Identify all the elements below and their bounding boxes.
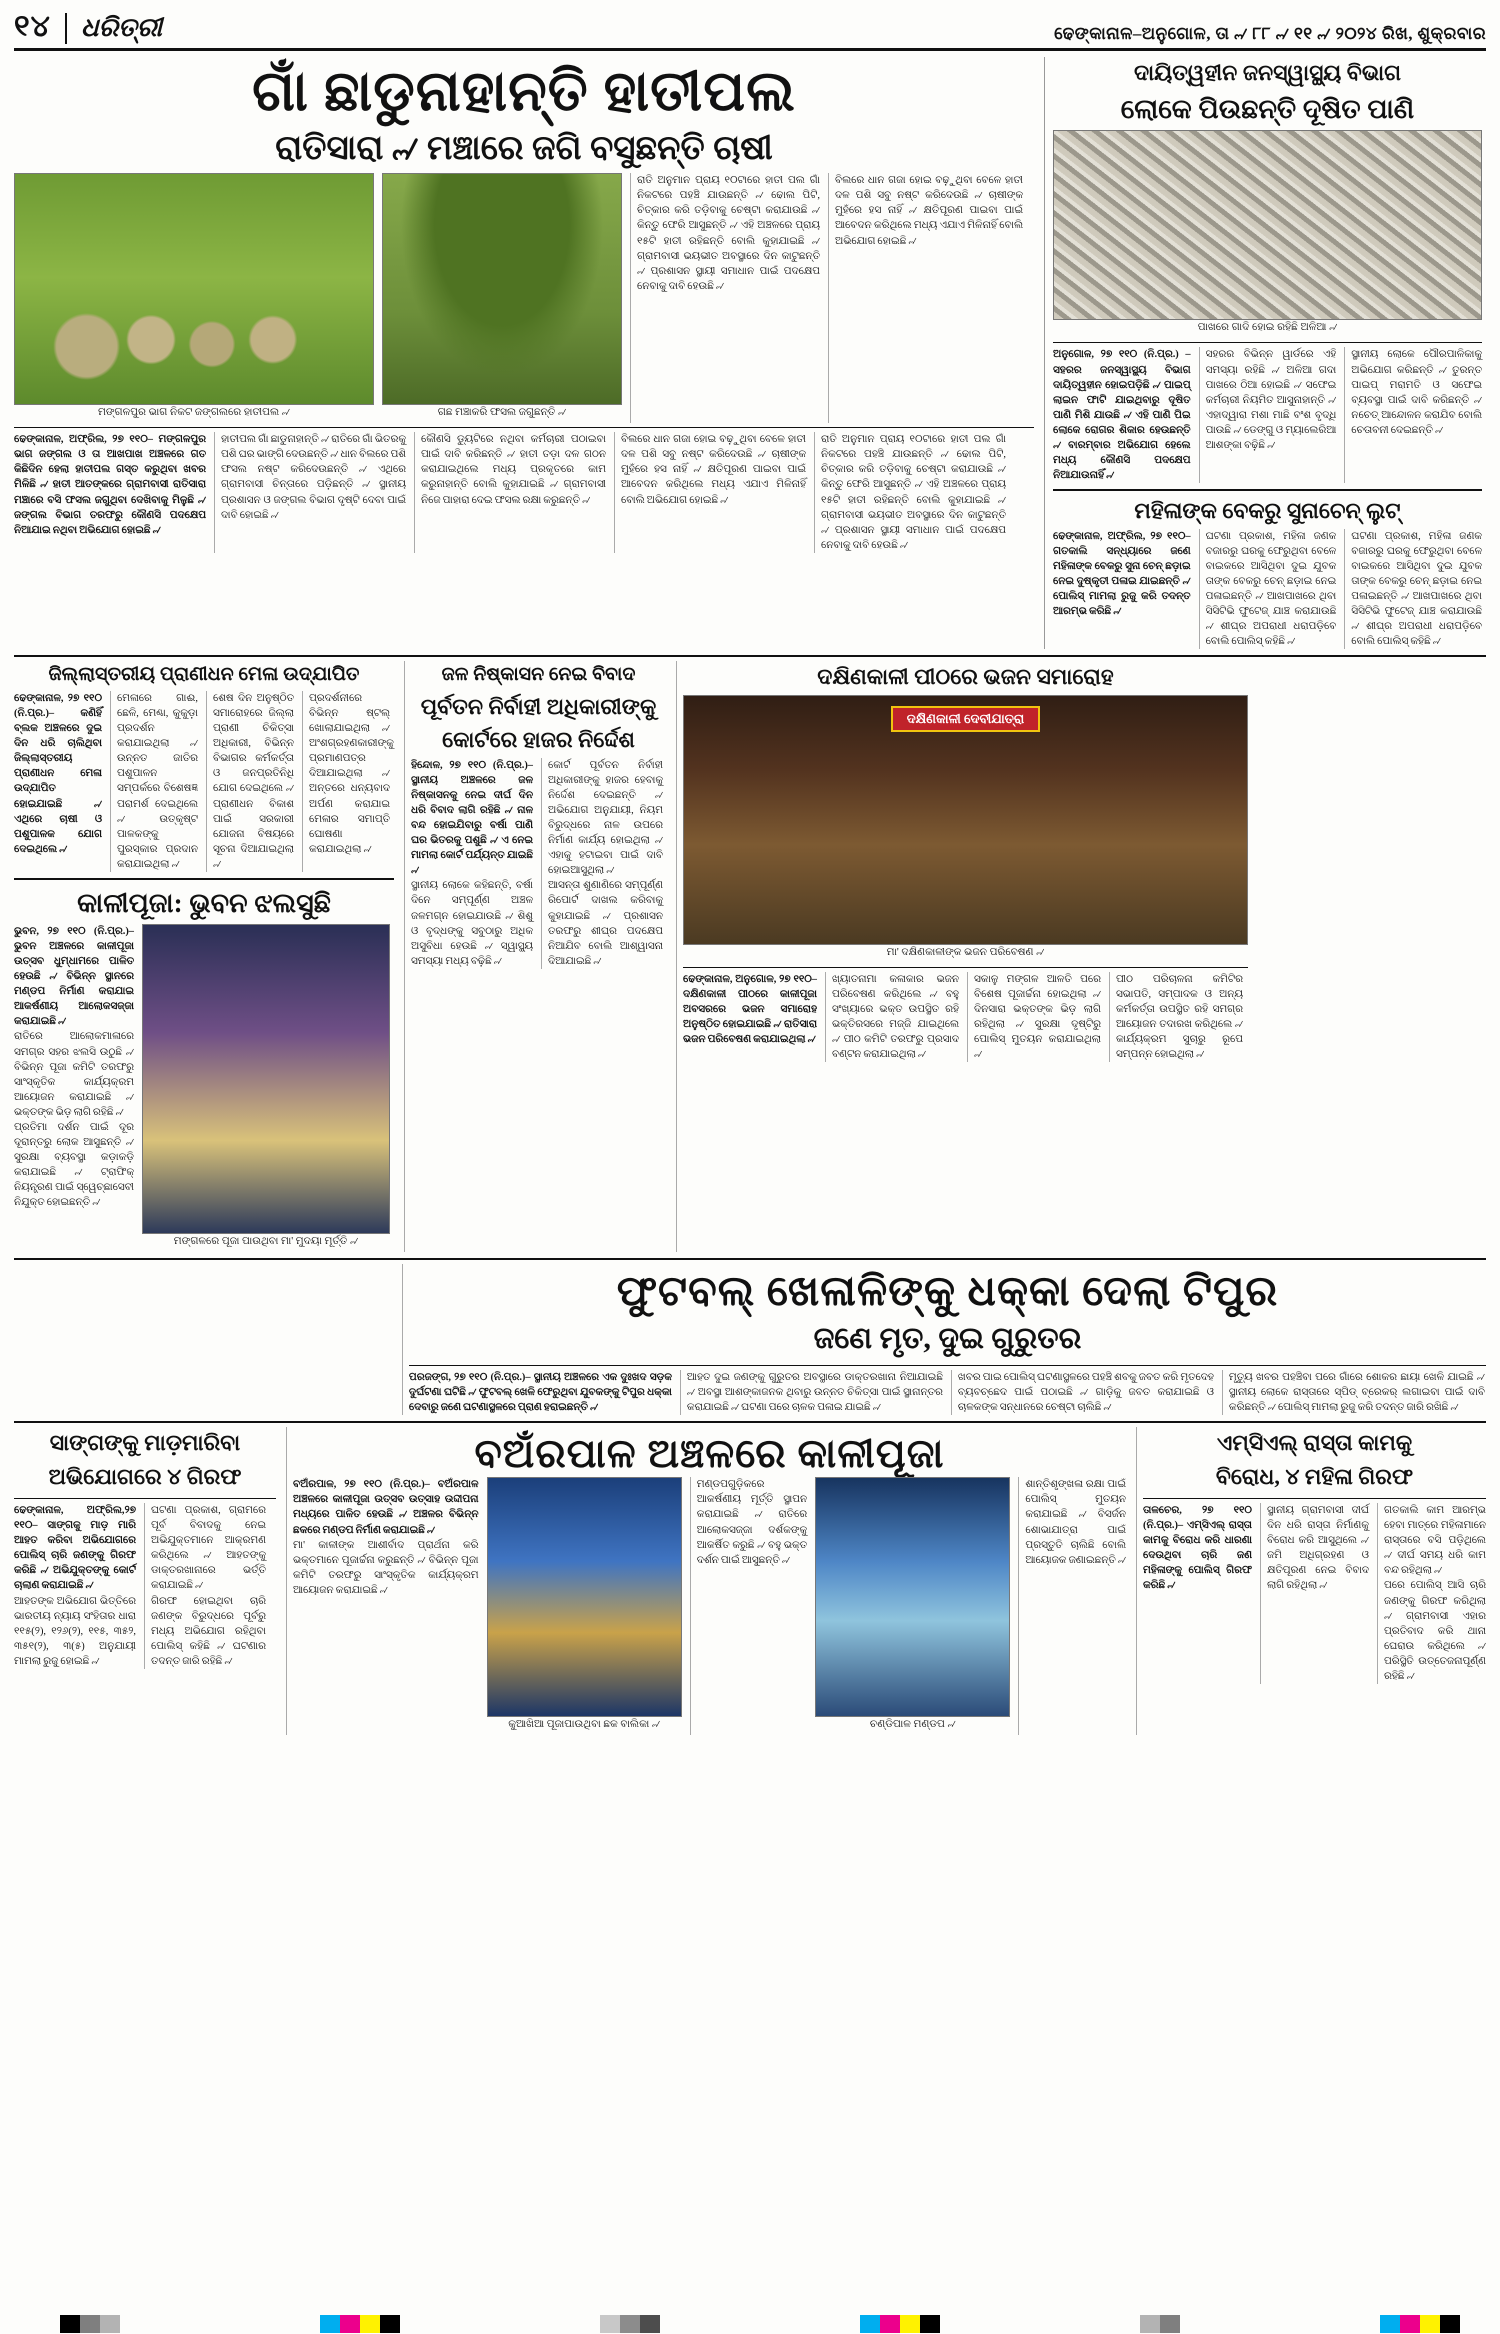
swatch (860, 2315, 880, 2333)
mcl-para-4: ପରେ ପୋଲିସ୍ ଆସି ଚାରି ଜଣଙ୍କୁ ଗିରଫ କରିଥିଲା ୷ ଗ୍ରାମବାସୀ ଏହାର ପ୍ରତିବାଦ କରି ଥାନା ଘେରାଉ କରିଥିଲେ ୷ ପରିସ୍ଥିତି ଉତ୍ତେଜନାପୂର୍ଣ୍ଣ ରହିଛି ୷ (1383, 1580, 1486, 1682)
lead-subhead: ରାତିସାରା ୷ ମଞ୍ଚାରେ ଜଗି ବସୁଛନ୍ତି ଚାଷୀ (275, 129, 773, 167)
loot-col-2 (1199, 529, 1337, 650)
swatch (920, 2315, 940, 2333)
football-subhead: ଜଣେ ମୃତ, ଦୁଇ ଗୁରୁତର (813, 1322, 1082, 1356)
swatch (1140, 2315, 1160, 2333)
health-para-2: ସହରର ବିଭିନ୍ନ ୱାର୍ଡରେ ଏହି ସମସ୍ୟା ରହିଛି ୷ ଅଳିଆ ଗଦା ପାଖରେ ଠିଆ ହୋଇଛି ୷ ସଫେଇ କର୍ମଚାରୀ ନିୟମିତ ଆସୁନାହାନ୍ତି ୷ ଏହାଦ୍ୱାରା ମଶା ମାଛି ବଂଶ ବୃଦ୍ଧି ପାଉଛି ୷ ଡେଙ୍ଗୁ ଓ ମ୍ୟାଲେରିଆ ଆଶଙ୍କା ବଢ଼ିଛି ୷ (1205, 349, 1337, 451)
kalipuja-col-1 (14, 924, 134, 1252)
bhajan-banner-text: ଦକ୍ଷିଣକାଳୀ ଦେବୀଯାତ୍ରା (891, 706, 1041, 732)
bauripala-photo-1-block (487, 1477, 682, 1735)
bauripala-para-3: ମା' କାଳୀଙ୍କ ଆଶୀର୍ବାଦ ପ୍ରାର୍ଥନା କରି ଭକ୍ତମାନେ ପୂଜାର୍ଚ୍ଚନା କରୁଛନ୍ତି ୷ ବିଭିନ୍ନ ପୂଜା କମିଟି ତରଫରୁ ସାଂସ୍କୃତିକ କାର୍ଯ୍ୟକ୍ରମ ଆୟୋଜନ କରାଯାଇଛି ୷ (293, 1539, 479, 1596)
swatch-group-4 (860, 2315, 940, 2333)
bauripala-para-1: ବଅଁରପାଳ, ୨୭ ୧୧୦ (ନି.ପ୍ର.)– ବଅଁରପାଳ ଅଞ୍ଚଳରେ କାଳୀପୂଜା ଉତ୍ସବ ଉତ୍ସାହ ଉଦ୍ଦୀପନା ମଧ୍ୟରେ ପାଳିତ ହେଉଛି ୷ ଅଞ୍ଚଳର ବିଭିନ୍ନ ଛକରେ ମଣ୍ଡପ ନିର୍ମାଣ କରାଯାଇଛି ୷ (293, 1479, 479, 1536)
football-col-1 (409, 1370, 672, 1415)
swatch (1160, 2315, 1180, 2333)
water-subhead-1: ପୂର୍ବତନ ନିର୍ବାହୀ ଅଧିକାରୀଙ୍କୁ (420, 693, 657, 719)
lead-photo-2-caption: ଗଛ ମଞ୍ଚାକରି ଫସଲ ଜଗୁଛନ୍ତି ୷ (437, 407, 567, 419)
mcl-headline-2: ବିରୋଧ, ୪ ମହିଳା ଗିରଫ (1215, 1463, 1414, 1489)
swatch (600, 2315, 620, 2333)
bauripala-col-2 (690, 1477, 807, 1735)
swatch (340, 2315, 360, 2333)
water-headline: ଜଳ ନିଷ୍କାସନ ନେଇ ବିବାଦ (441, 664, 636, 686)
mcl-headline-1: ଏମ୍‌ସିଏଲ୍ ରାସ୍ତା କାମକୁ (1216, 1430, 1413, 1456)
fair-col-1 (14, 691, 102, 872)
swatch (320, 2315, 340, 2333)
water-subhead-2: କୋର୍ଟରେ ହାଜର ନିର୍ଦ୍ଦେଶ (442, 727, 635, 753)
color-registration-bar (0, 2314, 1500, 2334)
health-col-2 (1199, 347, 1337, 483)
swatch (1440, 2315, 1460, 2333)
bauripala-para-2: ମଣ୍ଡପଗୁଡ଼ିକରେ ଆକର୍ଷଣୀୟ ମୂର୍ତ୍ତି ସ୍ଥାପନ କରାଯାଇଛି ୷ ରାତିରେ ଆଲୋକସଜ୍ଜା ଦର୍ଶକଙ୍କୁ ଆକର୍ଷିତ କରୁଛି ୷ ବହୁ ଭକ୍ତ ଦର୍ଶନ ପାଇଁ ଆସୁଛନ୍ତି ୷ (696, 1479, 808, 1566)
lead-photo-2-block (382, 173, 622, 423)
health-para-1: ଅନୁଗୋଳ, ୨୭ ୧୧୦ (ନି.ପ୍ର.) – ସହରର ଜନସ୍ୱାସ୍ଥ୍ୟ ବିଭାଗ ଦାୟିତ୍ୱହୀନ ହୋଇପଡ଼ିଛି ୷ ପାଇପ୍ ଲାଇନ ଫାଟି ଯାଇଥିବାରୁ ଦୂଷିତ ପାଣି ମିଶି ଯାଉଛି ୷ ଏହି ପାଣି ପିଇ ଲୋକେ ରୋଗର ଶିକାର ହେଉଛନ୍ତି ୷ ବାରମ୍ବାର ଅଭିଯୋଗ ହେଲେ ମଧ୍ୟ କୌଣସି ପଦକ୍ଷେପ ନିଆଯାଉନାହିଁ ୷ (1053, 349, 1191, 482)
bauripala-headline: ବଅଁରପାଳ ଅଞ୍ଚଳରେ କାଳୀପୂଜା (474, 1431, 945, 1477)
kali-mandap-photo-1 (487, 1477, 682, 1717)
fair-para-1: ଢେଙ୍କାନାଳ, ୨୭ ୧୧୦ (ନି.ପ୍ର.)– କଣିହିଁ ବ୍ଲକ ଅଞ୍ଚଳରେ ଦୁଇ ଦିନ ଧରି ଚାଲିଥିବା ଜିଲ୍ଲାସ୍ତରୀୟ ପ୍ରାଣୀଧନ ମେଳା ଉଦ୍‌ଯାପିତ ହୋଇଯାଇଛି ୷ ଏଥିରେ ଚାଷୀ ଓ ପଶୁପାଳକ ଯୋଗ ଦେଇଥିଲେ ୷ (14, 692, 102, 855)
lead-text-col-a (630, 173, 820, 423)
bhajan-headline: ଦକ୍ଷିଣକାଳୀ ପୀଠରେ ଭଜନ ସମାରୋହ (817, 664, 1114, 690)
loot-para-1: ଢେଙ୍କାନାଳ, ଅଫ୍ରିଲ, ୨୭ ୧୧୦– ଗତକାଲି ସନ୍ଧ୍ୟାରେ ଜଣେ ମହିଳାଙ୍କ ବେକରୁ ସୁନା ଚେନ୍ ଛଡ଼ାଇ ନେଇ ଦୁଷ୍କୃତୀ ପଳାଇ ଯାଇଛନ୍ତି ୷ ପୋଲିସ୍ ମାମଲା ରୁଜୁ କରି ତଦନ୍ତ ଆରମ୍ଭ କରିଛି ୷ (1053, 530, 1191, 617)
arrest-story (14, 1427, 276, 1735)
edition-dateline: ଢେଙ୍କାନାଳ–ଅନୁଗୋଳ, ତା ୷ ୮୮ ୷ ୧୧ ୷ ୨୦୨୪ ରିଖ, ଶୁକ୍ରବାର (1054, 24, 1486, 43)
lead-col-5 (814, 432, 1006, 553)
mcl-para-3: ଗତକାଲି କାମ ଆରମ୍ଭ ହେବା ମାତ୍ରେ ମହିଳାମାନେ ରାସ୍ତାରେ ବସି ପଡ଼ିଥିଲେ ୷ ଦୀର୍ଘ ସମୟ ଧରି କାମ ବନ୍ଦ ରହିଥିଲା ୷ (1383, 1505, 1486, 1577)
swatch-group-6 (1380, 2315, 1460, 2333)
mcl-col-2 (1260, 1503, 1369, 1684)
swatch-group-2 (320, 2315, 400, 2333)
arrest-para-2: ଘଟଣା ପ୍ରକାଶ, ଗ୍ରାମରେ ପୂର୍ବ ବିବାଦକୁ ନେଇ ଅଭିଯୁକ୍ତମାନେ ଆକ୍ରମଣ କରିଥିଲେ ୷ ଆହତଙ୍କୁ ଡାକ୍ତରଖାନାରେ ଭର୍ତ୍ତି କରାଯାଇଛି ୷ (151, 1505, 266, 1592)
swatch-group-1 (60, 2315, 120, 2333)
fair-story (14, 661, 394, 1252)
kali-mandap-photo-2 (815, 1477, 1010, 1717)
top-band (14, 57, 1486, 649)
swatch (900, 2315, 920, 2333)
kalipuja-photo-caption: ମଙ୍ଗଳରେ ପୂଜା ପାଉଥିବା ମା' ମୁଦୟା ମୂର୍ତ୍ତି ୷ (173, 1235, 359, 1247)
kalipuja-para-2: ରାତିରେ ଆଲୋକମାଳାରେ ସମଗ୍ର ସହର ଝଲସି ଉଠୁଛି ୷ ବିଭିନ୍ନ ପୂଜା କମିଟି ତରଫରୁ ସାଂସ୍କୃତିକ କାର୍ଯ୍ୟକ୍ରମ ଆୟୋଜନ କରାଯାଇଛି ୷ ଭକ୍ତଙ୍କ ଭିଡ଼ ଲାଗି ରହିଛି ୷ (14, 1031, 134, 1118)
health-headline: ଦାୟିତ୍ୱହୀନ ଜନସ୍ୱାସ୍ଥ୍ୟ ବିଭାଗ (1133, 60, 1402, 85)
bauripala-story (286, 1427, 1126, 1735)
fair-para-2: ମେଳାରେ ଗାଈ, ଛେଳି, ମେଣ୍ଢା, କୁକୁଡ଼ା ପ୍ରଦର୍ଶନ କରାଯାଇଥିଲା ୷ ଉନ୍ନତ ଜାତିର ପଶୁପାଳନ ସମ୍ପର୍କରେ ବିଶେଷଜ୍ଞ ପରାମର୍ଶ ଦେଇଥିଲେ ୷ ଉତ୍କୃଷ୍ଟ ପାଳକଙ୍କୁ ପୁରସ୍କାର ପ୍ରଦାନ କରାଯାଇଥିଲା ୷ (117, 692, 198, 870)
mcl-story (1136, 1427, 1486, 1735)
lead-para-2: ହାତୀପଲ ଗାଁ ଛାଡୁନାହାନ୍ତି ୷ ରାତିରେ ଗାଁ ଭିତରକୁ ପଶି ଘର ଭାଙ୍ଗି ଦେଉଛନ୍ତି ୷ ଧାନ ବିଲରେ ପଶି ଫସଲ ନଷ୍ଟ କରିଦେଉଛନ୍ତି ୷ ଏଥିରେ ଗ୍ରାମବାସୀ ଚିନ୍ତାରେ ପଡ଼ିଛନ୍ତି ୷ ସ୍ଥାନୀୟ ପ୍ରଶାସନ ଓ ଜଙ୍ଗଲ ବିଭାଗ ଦୃଷ୍ଟି ଦେବା ପାଇଁ ଦାବି ହୋଇଛି ୷ (221, 434, 406, 521)
bottom-band (14, 1427, 1486, 1735)
mcl-para-1: ତାଳଚେର, ୨୭ ୧୧୦ (ନି.ପ୍ର.)– ଏମ୍‌ସିଏଲ୍ ରାସ୍ତା କାମକୁ ବିରୋଧ କରି ଧାରଣା ଦେଉଥିବା ଚାରି ଜଣ ମହିଳାଙ୍କୁ ପୋଲିସ୍ ଗିରଫ କରିଛି ୷ (1143, 1505, 1252, 1592)
bauripala-col-1 (293, 1477, 479, 1735)
kali-idol-photo (142, 924, 390, 1234)
football-spacer (14, 1264, 392, 1415)
arrest-col-2 (144, 1503, 266, 1669)
football-para-2: ଆହତ ଦୁଇ ଜଣଙ୍କୁ ଗୁରୁତର ଅବସ୍ଥାରେ ଡାକ୍ତରଖାନା ନିଆଯାଇଛି ୷ ଅବସ୍ଥା ଆଶଙ୍କାଜନକ ଥିବାରୁ ଉନ୍ନତ ଚିକିତ୍ସା ପାଇଁ ସ୍ଥାନାନ୍ତର କରାଯାଇଛି ୷ ଘଟଣା ପରେ ଚାଳକ ପଳାଇ ଯାଇଛି ୷ (686, 1372, 943, 1414)
lead-text-col-b (828, 173, 1023, 423)
masthead-left (14, 10, 162, 44)
football-story (402, 1264, 1486, 1415)
bhajan-col-4 (1109, 972, 1243, 1062)
elephant-herd-photo (14, 173, 374, 405)
football-para-3: ଖବର ପାଇ ପୋଲିସ୍ ଘଟଣାସ୍ଥଳରେ ପହଞ୍ଚି ଶବକୁ ଜବତ କରି ମୃତଦେହ ବ୍ୟବଚ୍ଛେଦ ପାଇଁ ପଠାଇଛି ୷ ଗାଡ଼ିକୁ ଜବତ କରାଯାଇଛି ଓ ଚାଳକଙ୍କ ସନ୍ଧାନରେ ଚେଷ୍ଟା ଚାଲିଛି ୷ (957, 1372, 1214, 1414)
loot-para-2: ଘଟଣା ପ୍ରକାଶ, ମହିଳା ଜଣକ ବଜାରରୁ ଘରକୁ ଫେରୁଥିବା ବେଳେ ବାଇକରେ ଆସିଥିବା ଦୁଇ ଯୁବକ ତାଙ୍କ ବେକରୁ ଚେନ୍ ଛଡ଼ାଇ ନେଇ ପଳାଇଛନ୍ତି ୷ ଆଖପାଖରେ ଥିବା ସିସିଟିଭି ଫୁଟେଜ୍ ଯାଞ୍ଚ କରାଯାଉଛି ୷ ଶୀଘ୍ର ଅପରାଧୀ ଧରାପଡ଼ିବେ ବୋଲି ପୋଲିସ୍ କହିଛି ୷ (1205, 530, 1337, 648)
swatch (620, 2315, 640, 2333)
health-col-1 (1053, 347, 1191, 483)
bauripala-photo-2-block (815, 1477, 1010, 1735)
health-subhead: ଲୋକେ ପିଉଛନ୍ତି ଦୂଷିତ ପାଣି (1120, 94, 1415, 125)
arrest-col-1 (14, 1503, 136, 1669)
lead-col-2 (214, 432, 406, 553)
health-story (1044, 57, 1482, 649)
football-para-4: ମୃତ୍ୟୁ ଖବର ପହଞ୍ଚିବା ପରେ ଗାଁରେ ଶୋକର ଛାୟା ଖେଳି ଯାଇଛି ୷ ସ୍ଥାନୀୟ ଲୋକେ ରାସ୍ତାରେ ସ୍ପିଡ୍ ବ୍ରେକର୍ ଲଗାଇବା ପାଇଁ ଦାବି କରିଛନ୍ତି ୷ ପୋଲିସ୍ ମାମଲା ରୁଜୁ କରି ତଦନ୍ତ ଜାରି ରଖିଛି ୷ (1228, 1372, 1485, 1414)
swatch (360, 2315, 380, 2333)
masthead (14, 10, 1486, 51)
swatch-group-3 (600, 2315, 660, 2333)
loot-col-1 (1053, 529, 1191, 650)
football-para-1: ପରଜଙ୍ଗ, ୨୭ ୧୧୦ (ନି.ପ୍ର.)– ସ୍ଥାନୀୟ ଅଞ୍ଚଳରେ ଏକ ଦୁଃଖଦ ସଡ଼କ ଦୁର୍ଘଟଣା ଘଟିଛି ୷ ଫୁଟବଲ୍ ଖେଳି ଫେରୁଥିବା ଯୁବକଙ୍କୁ ଟିପୁର ଧକ୍କା ଦେବାରୁ ଜଣେ ଘଟଣାସ୍ଥଳରେ ପ୍ରାଣ ହରାଇଛନ୍ତି ୷ (408, 1372, 672, 1414)
kalipuja-para-3: ପ୍ରତିମା ଦର୍ଶନ ପାଇଁ ଦୂର ଦୂରାନ୍ତରୁ ଲୋକ ଆସୁଛନ୍ତି ୷ ସୁରକ୍ଷା ବ୍ୟବସ୍ଥା କଡ଼ାକଡ଼ି କରାଯାଇଛି ୷ ଟ୍ରାଫିକ୍ ନିୟନ୍ତ୍ରଣ ପାଇଁ ସ୍ୱେଚ୍ଛାସେବୀ ନିଯୁକ୍ତ ହୋଇଛନ୍ତି ୷ (14, 1121, 134, 1209)
bhajan-story (676, 661, 1248, 1252)
fair-headline: ଜିଲ୍ଲାସ୍ତରୀୟ ପ୍ରାଣୀଧନ ମେଳା ଉଦ୍‌ଯାପିତ (48, 664, 360, 686)
bauripala-col-3 (1018, 1477, 1126, 1735)
bhajan-photo-caption: ମା' ଦକ୍ଷିଣକାଳୀଙ୍କ ଭଜନ ପରିବେଷଣ ୷ (886, 946, 1045, 958)
lead-col-4 (614, 432, 806, 553)
football-band (14, 1264, 1486, 1415)
lead-headline: ଗାଁ ଛାଡୁନାହାନ୍ତି ହାତୀପଲ (252, 61, 796, 123)
bhajan-para-1: ଢେଙ୍କାନାଳ, ଅନୁଗୋଳ, ୨୭ ୧୧୦– ଦକ୍ଷିଣକାଳୀ ପୀଠରେ କାଳୀପୂଜା ଅବସରରେ ଭଜନ ସମାରୋହ ଅନୁଷ୍ଠିତ ହୋଇଯାଇଛି ୷ ରାତିସାରା ଭଜନ ପରିବେଷଣ କରାଯାଇଥିଲା ୷ (683, 973, 817, 1045)
bhajan-col-3 (967, 972, 1101, 1062)
water-para-1: ହିନ୍ଦୋଳ, ୨୭ ୧୧୦ (ନି.ପ୍ର.)– ସ୍ଥାନୀୟ ଅଞ୍ଚଳରେ ଜଳ ନିଷ୍କାସନକୁ ନେଇ ଦୀର୍ଘ ଦିନ ଧରି ବିବାଦ ଲାଗି ରହିଛି ୷ ନାଳ ବନ୍ଦ ହୋଇଯିବାରୁ ବର୍ଷା ପାଣି ଘର ଭିତରକୁ ପଶୁଛି ୷ ଏ ନେଇ ମାମଲା କୋର୍ଟ ପର୍ଯ୍ୟନ୍ତ ଯାଇଛି ୷ (411, 759, 533, 877)
fair-col-2 (110, 691, 198, 872)
bhajan-col-2 (825, 972, 959, 1062)
mcl-para-2: ସ୍ଥାନୀୟ ଗ୍ରାମବାସୀ ଦୀର୍ଘ ଦିନ ଧରି ରାସ୍ତା ନିର୍ମାଣକୁ ବିରୋଧ କରି ଆସୁଥିଲେ ୷ ଜମି ଅଧିଗ୍ରହଣ ଓ କ୍ଷତିପୂରଣ ନେଇ ବିବାଦ ଲାଗି ରହିଥିଲା ୷ (1266, 1505, 1369, 1592)
lead-col-3 (414, 432, 606, 553)
lead-para-1: ଢେଙ୍କାନାଳ, ଅଫ୍ରିଲ, ୨୭ ୧୧୦– ମଙ୍ଗଳପୁର ଭାଗ ଜଙ୍ଗଲ ଓ ତା ଆଖପାଖ ଅଞ୍ଚଳରେ ଗତ କିଛିଦିନ ହେଲା ହାତୀପଲ ଗସ୍ତ କରୁଥିବା ଖବର ମିଳିଛି ୷ ହାତୀ ଆତଙ୍କରେ ଗ୍ରାମବାସୀ ରାତିସାରା ମଞ୍ଚାରେ ବସି ଫସଲ ଜଗୁଥିବା ଦେଖିବାକୁ ମିଳୁଛି ୷ ଜଙ୍ଗଲ ବିଭାଗ ତରଫରୁ କୌଣସି ପଦକ୍ଷେପ ନିଆଯାଇ ନଥିବା ଅଭିଯୋଗ ହୋଇଛି ୷ (14, 434, 206, 536)
lead-para-5b: ରାତି ଅନୁମାନ ପ୍ରାୟ ୧୦ଟାରେ ହାତୀ ପଲ ଗାଁ ନିକଟରେ ପହଞ୍ଚି ଯାଉଛନ୍ତି ୷ ଢୋଲ ପିଟି, ଚିତ୍କାର କରି ତଡ଼ିବାକୁ ଚେଷ୍ଟା କରାଯାଉଛି ୷ କିନ୍ତୁ ଫେରି ଆସୁଛନ୍ତି ୷ ଏହି ଅଞ୍ଚଳରେ ପ୍ରାୟ ୧୫ଟି ହାତୀ ରହିଛନ୍ତି ବୋଲି କୁହାଯାଇଛି ୷ ଗ୍ରାମବାସୀ ଭୟଭୀତ ଅବସ୍ଥାରେ ଦିନ କାଟୁଛନ୍ତି ୷ ପ୍ରଶାସନ ସ୍ଥାୟୀ ସମାଧାନ ପାଇଁ ପଦକ୍ଷେପ ନେବାକୁ ଦାବି ହେଉଛି ୷ (821, 434, 1006, 551)
mcl-col-1 (1143, 1503, 1252, 1684)
fair-col-3 (206, 691, 294, 872)
kalipuja-headline: କାଳୀପୂଜା: ଭୁବନ ଝଲସୁଛି (77, 887, 331, 918)
lead-para-5: ରାତି ଅନୁମାନ ପ୍ରାୟ ୧୦ଟାରେ ହାତୀ ପଲ ଗାଁ ନିକଟରେ ପହଞ୍ଚି ଯାଉଛନ୍ତି ୷ ଢୋଲ ପିଟି, ଚିତ୍କାର କରି ତଡ଼ିବାକୁ ଚେଷ୍ଟା କରାଯାଉଛି ୷ କିନ୍ତୁ ଫେରି ଆସୁଛନ୍ତି ୷ ଏହି ଅଞ୍ଚଳରେ ପ୍ରାୟ ୧୫ଟି ହାତୀ ରହିଛନ୍ତି ବୋଲି କୁହାଯାଇଛି ୷ ଗ୍ରାମବାସୀ ଭୟଭୀତ ଅବସ୍ଥାରେ ଦିନ କାଟୁଛନ୍ତି ୷ ପ୍ରଶାସନ ସ୍ଥାୟୀ ସମାଧାନ ପାଇଁ ପଦକ୍ଷେପ ନେବାକୁ ଦାବି ହେଉଛି ୷ (637, 175, 820, 292)
swatch (1420, 2315, 1440, 2333)
fair-para-3: ଶେଷ ଦିନ ଅନୁଷ୍ଠିତ ସମାରୋହରେ ଜିଲ୍ଲା ପ୍ରାଣୀ ଚିକିତ୍ସା ଅଧିକାରୀ, ବିଭିନ୍ନ ବିଭାଗର କର୍ମକର୍ତ୍ତା ଓ ଜନପ୍ରତିନିଧି ଯୋଗ ଦେଇଥିଲେ ୷ ପ୍ରାଣୀଧନ ବିକାଶ ପାଇଁ ସରକାରୀ ଯୋଜନା ବିଷୟରେ ସୂଚନା ଦିଆଯାଇଥିଲା ୷ (213, 692, 294, 870)
loot-para-3: ଘଟଣା ପ୍ରକାଶ, ମହିଳା ଜଣକ ବଜାରରୁ ଘରକୁ ଫେରୁଥିବା ବେଳେ ବାଇକରେ ଆସିଥିବା ଦୁଇ ଯୁବକ ତାଙ୍କ ବେକରୁ ଚେନ୍ ଛଡ଼ାଇ ନେଇ ପଳାଇଛନ୍ତି ୷ ଆଖପାଖରେ ଥିବା ସିସିଟିଭି ଫୁଟେଜ୍ ଯାଞ୍ଚ କରାଯାଉଛି ୷ ଶୀଘ୍ର ଅପରାଧୀ ଧରାପଡ଼ିବେ ବୋଲି ପୋଲିସ୍ କହିଛି ୷ (1351, 530, 1482, 648)
water-col-2 (541, 758, 663, 969)
health-col-3 (1344, 347, 1482, 483)
arrest-para-4: ଗିରଫ ହୋଇଥିବା ଚାରି ଜଣଙ୍କ ବିରୁଦ୍ଧରେ ପୂର୍ବରୁ ମଧ୍ୟ ଅଭିଯୋଗ ରହିଥିବା ପୋଲିସ୍ କହିଛି ୷ ଘଟଣାର ତଦନ୍ତ ଜାରି ରହିଛି ୷ (151, 1595, 266, 1667)
loot-col-3 (1344, 529, 1482, 650)
bhajan-para-4: ପୀଠ ପରିଚାଳନା କମିଟିର ସଭାପତି, ସମ୍ପାଦକ ଓ ଅନ୍ୟ କର୍ମକର୍ତ୍ତା ଉପସ୍ଥିତ ରହି ସମଗ୍ର ଆୟୋଜନ ତଦାରଖ କରିଥିଲେ ୷ କାର୍ଯ୍ୟକ୍ରମ ସୁଚାରୁ ରୂପେ ସମ୍ପନ୍ନ ହୋଇଥିଲା ୷ (1116, 973, 1243, 1060)
mcl-col-3 (1377, 1503, 1486, 1684)
swatch (1380, 2315, 1400, 2333)
swatch (880, 2315, 900, 2333)
bhajan-para-2: ଖ୍ୟାତନାମା କଳାକାର ଭଜନ ପରିବେଷଣ କରିଥିଲେ ୷ ବହୁ ସଂଖ୍ୟାରେ ଭକ୍ତ ଉପସ୍ଥିତ ରହି ଭକ୍ତିରସରେ ମଜ୍ଜି ଯାଇଥିଲେ ୷ ପୀଠ କମିଟି ତରଫରୁ ପ୍ରସାଦ ବଣ୍ଟନ କରାଯାଇଥିଲା ୷ (832, 973, 959, 1060)
lead-story (14, 57, 1034, 649)
arrest-headline-1: ସାଙ୍ଗଙ୍କୁ ମାଡ଼ମାରିବା (49, 1430, 241, 1456)
bauripala-photo-2-caption: ଚଣ୍ଡିପାଳ ମଣ୍ଡପ ୷ (869, 1719, 956, 1731)
health-para-3: ସ୍ଥାନୀୟ ଲୋକେ ପୌରପାଳିକାକୁ ଅଭିଯୋଗ କରିଛନ୍ତି ୷ ତୁରନ୍ତ ପାଇପ୍ ମରାମତି ଓ ସଫେଇ ବ୍ୟବସ୍ଥା ପାଇଁ ଦାବି କରିଛନ୍ତି ୷ ନଚେତ୍ ଆନ୍ଦୋଳନ କରାଯିବ ବୋଲି ଚେତାବନୀ ଦେଇଛନ୍ତି ୷ (1351, 349, 1482, 436)
swatch (80, 2315, 100, 2333)
water-para-3: ସ୍ଥାନୀୟ ଲୋକେ କହିଛନ୍ତି, ବର୍ଷା ଦିନେ ସମ୍ପୂର୍ଣ୍ଣ ଅଞ୍ଚଳ ଜଳମଗ୍ନ ହୋଇଯାଉଛି ୷ ଶିଶୁ ଓ ବୃଦ୍ଧଙ୍କୁ ସବୁଠାରୁ ଅଧିକ ଅସୁବିଧା ହେଉଛି ୷ ସ୍ୱାସ୍ଥ୍ୟ ସମସ୍ୟା ମଧ୍ୟ ବଢ଼ିଛି ୷ (411, 880, 533, 967)
lead-col-1 (14, 432, 206, 553)
swatch (100, 2315, 120, 2333)
page-number: ୧୪ (14, 10, 51, 43)
swatch-group-5 (1140, 2315, 1180, 2333)
fair-para-4: ପ୍ରଦର୍ଶନୀରେ ବିଭିନ୍ନ ଷ୍ଟଲ୍ ଖୋଲାଯାଇଥିଲା ୷ ଅଂଶଗ୍ରହଣକାରୀଙ୍କୁ ପ୍ରମାଣପତ୍ର ଦିଆଯାଇଥିଲା ୷ ଅନ୍ତରେ ଧନ୍ୟବାଦ ଅର୍ପଣ କରାଯାଇ ମେଳାର ସମାପ୍ତି ଘୋଷଣା କରାଯାଇଥିଲା ୷ (309, 692, 394, 855)
football-col-3 (951, 1370, 1214, 1415)
kalipuja-para-1: ଭୁବନ, ୨୭ ୧୧୦ (ନି.ପ୍ର.)– ଭୁବନ ଅଞ୍ଚଳରେ କାଳୀପୂଜା ଉତ୍ସବ ଧୁମ୍‌ଧାମରେ ପାଳିତ ହେଉଛି ୷ ବିଭିନ୍ନ ସ୍ଥାନରେ ମଣ୍ଡପ ନିର୍ମାଣ କରାଯାଇ ଆକର୍ଷଣୀୟ ଆଲୋକସଜ୍ଜା କରାଯାଇଛି ୷ (14, 925, 134, 1028)
football-headline: ଫୁଟବଲ୍ ଖେଳାଳିଙ୍କୁ ଧକ୍କା ଦେଲା ଟିପୁର (616, 1268, 1279, 1315)
arrest-para-3: ଆହତଙ୍କ ଅଭିଯୋଗ ଭିତ୍ତିରେ ଭାରତୀୟ ନ୍ୟାୟ ସଂହିତାର ଧାରା ୧୧୫(୨), ୧୨୬(୨), ୧୧୫, ୩୫୨, ୩୫୧(୨), ୩(୫) ଅନୁଯାୟୀ ମାମଲା ରୁଜୁ ହୋଇଛି ୷ (14, 1595, 136, 1667)
water-para-4: ଆସନ୍ତା ଶୁଣାଣିରେ ସମ୍ପୂର୍ଣ୍ଣ ରିପୋର୍ଟ ଦାଖଲ କରିବାକୁ କୁହାଯାଇଛି ୷ ପ୍ରଶାସନ ତରଫରୁ ଶୀଘ୍ର ପଦକ୍ଷେପ ନିଆଯିବ ବୋଲି ଆଶ୍ୱାସନା ଦିଆଯାଇଛି ୷ (548, 880, 663, 967)
lead-para-4: ବିଲରେ ଧାନ ଗଜା ହୋଇ ବଢ଼ୁଥିବା ବେଳେ ହାତୀ ଦଳ ପଶି ସବୁ ନଷ୍ଟ କରିଦେଉଛି ୷ ଚାଷୀଙ୍କ ମୁହଁରେ ହସ ନାହିଁ ୷ କ୍ଷତିପୂରଣ ପାଇବା ପାଇଁ ଆବେଦନ କରିଥିଲେ ମଧ୍ୟ ଏଯାଏ ମିଳିନାହିଁ ବୋଲି ଅଭିଯୋଗ ହୋଇଛି ୷ (835, 175, 1023, 247)
bauripala-para-4: ଶାନ୍ତିଶୃଙ୍ଖଳା ରକ୍ଷା ପାଇଁ ପୋଲିସ୍ ମୁତୟନ କରାଯାଇଛି ୷ ବିସର୍ଜନ ଶୋଭାଯାତ୍ରା ପାଇଁ ପ୍ରସ୍ତୁତି ଚାଲିଛି ବୋଲି ଆୟୋଜକ ଜଣାଇଛନ୍ତି ୷ (1025, 1479, 1127, 1566)
football-col-4 (1222, 1370, 1485, 1415)
arrest-headline-2: ଅଭିଯୋଗରେ ୪ ଗିରଫ (48, 1463, 242, 1489)
lead-photo-1-caption: ମଙ୍ଗଳପୁର ଭାଗ ନିକଟ ଜଙ୍ଗଲରେ ହାତୀପଲ ୷ (98, 407, 290, 419)
water-para-2: କୋର୍ଟ ପୂର୍ବତନ ନିର୍ବାହୀ ଅଧିକାରୀଙ୍କୁ ହାଜର ହେବାକୁ ନିର୍ଦ୍ଦେଶ ଦେଇଛନ୍ତି ୷ ଅଭିଯୋଗ ଅନୁଯାୟୀ, ନିୟମ ବିରୁଦ୍ଧରେ ନାଳ ଉପରେ ନିର୍ମାଣ କାର୍ଯ୍ୟ ହୋଇଥିଲା ୷ ଏହାକୁ ହଟାଇବା ପାଇଁ ଦାବି ହୋଇଆସୁଥିଲା ୷ (548, 759, 663, 877)
lead-para-3: କୌଣସି ଡ୍ୟୁଟିରେ ନଥିବା କର୍ମଚାରୀ ପଠାଇବା ପାଇଁ ଦାବି କରିଛନ୍ତି ୷ ହାତୀ ତଡ଼ା ଦଳ ଗଠନ କରାଯାଇଥିଲେ ମଧ୍ୟ ପ୍ରକୃତରେ କାମ କରୁନାହାନ୍ତି ବୋଲି କୁହାଯାଇଛି ୷ ଗ୍ରାମବାସୀ ନିଜେ ପାହାରା ଦେଇ ଫସଲ ରକ୍ଷା କରୁଛନ୍ତି ୷ (421, 434, 606, 506)
lead-photo-1-block (14, 173, 374, 423)
bhajan-para-3: ସକାଳୁ ମଙ୍ଗଳ ଆଳତି ପରେ ବିଶେଷ ପୂଜାର୍ଚ୍ଚନା ହୋଇଥିଲା ୷ ଦିନସାରା ଭକ୍ତଙ୍କ ଭିଡ଼ ଲାଗି ରହିଥିଲା ୷ ସୁରକ୍ଷା ଦୃଷ୍ଟିରୁ ପୋଲିସ୍ ମୁତୟନ କରାଯାଇଥିଲା ୷ (974, 973, 1101, 1060)
publication-logo: ଧରିତ୍ରୀ (65, 13, 162, 44)
football-col-2 (680, 1370, 943, 1415)
bhajan-col-1 (683, 972, 817, 1062)
bhajan-stage-photo (683, 695, 1248, 945)
water-story (404, 661, 666, 1252)
swatch (60, 2315, 80, 2333)
garbage-dump-photo (1053, 130, 1482, 320)
lead-para-4b: ବିଲରେ ଧାନ ଗଜା ହୋଇ ବଢ଼ୁଥିବା ବେଳେ ହାତୀ ଦଳ ପଶି ସବୁ ନଷ୍ଟ କରିଦେଉଛି ୷ ଚାଷୀଙ୍କ ମୁହଁରେ ହସ ନାହିଁ ୷ କ୍ଷତିପୂରଣ ପାଇବା ପାଇଁ ଆବେଦନ କରିଥିଲେ ମଧ୍ୟ ଏଯାଏ ମିଳିନାହିଁ ବୋଲି ଅଭିଯୋଗ ହୋଇଛି ୷ (621, 434, 806, 506)
second-band (14, 661, 1486, 1252)
loot-headline: ମହିଳାଙ୍କ ବେକରୁ ସୁନାଚେନ୍ ଲୁଟ୍ (1134, 498, 1401, 524)
kali-photo-block (142, 924, 390, 1252)
swatch (640, 2315, 660, 2333)
health-photo-caption: ପାଖରେ ଗାଦି ହୋଇ ରହିଛି ଅଳିଆ ୷ (1197, 322, 1338, 334)
swatch (1400, 2315, 1420, 2333)
arrest-para-1: ଢେଙ୍କାନାଳ, ଅଫ୍ରିଲ,୨୭ ୧୧୦– ସାଙ୍ଗକୁ ମାଡ଼ ମାରି ଆହତ କରିବା ଅଭିଯୋଗରେ ପୋଲିସ୍ ଚାରି ଜଣଙ୍କୁ ଗିରଫ କରିଛି ୷ ଅଭିଯୁକ୍ତଙ୍କୁ କୋର୍ଟ ଚାଲାଣ କରାଯାଇଛି ୷ (14, 1505, 136, 1592)
bauripala-photo-1-caption: କୁଆଖିଆ ପୂଜାପାଉଥିବା ଛକ ବାଲିକା ୷ (508, 1719, 661, 1731)
tree-platform-photo (382, 173, 622, 405)
fair-col-4 (302, 691, 394, 872)
swatch (380, 2315, 400, 2333)
water-col-1 (411, 758, 533, 969)
